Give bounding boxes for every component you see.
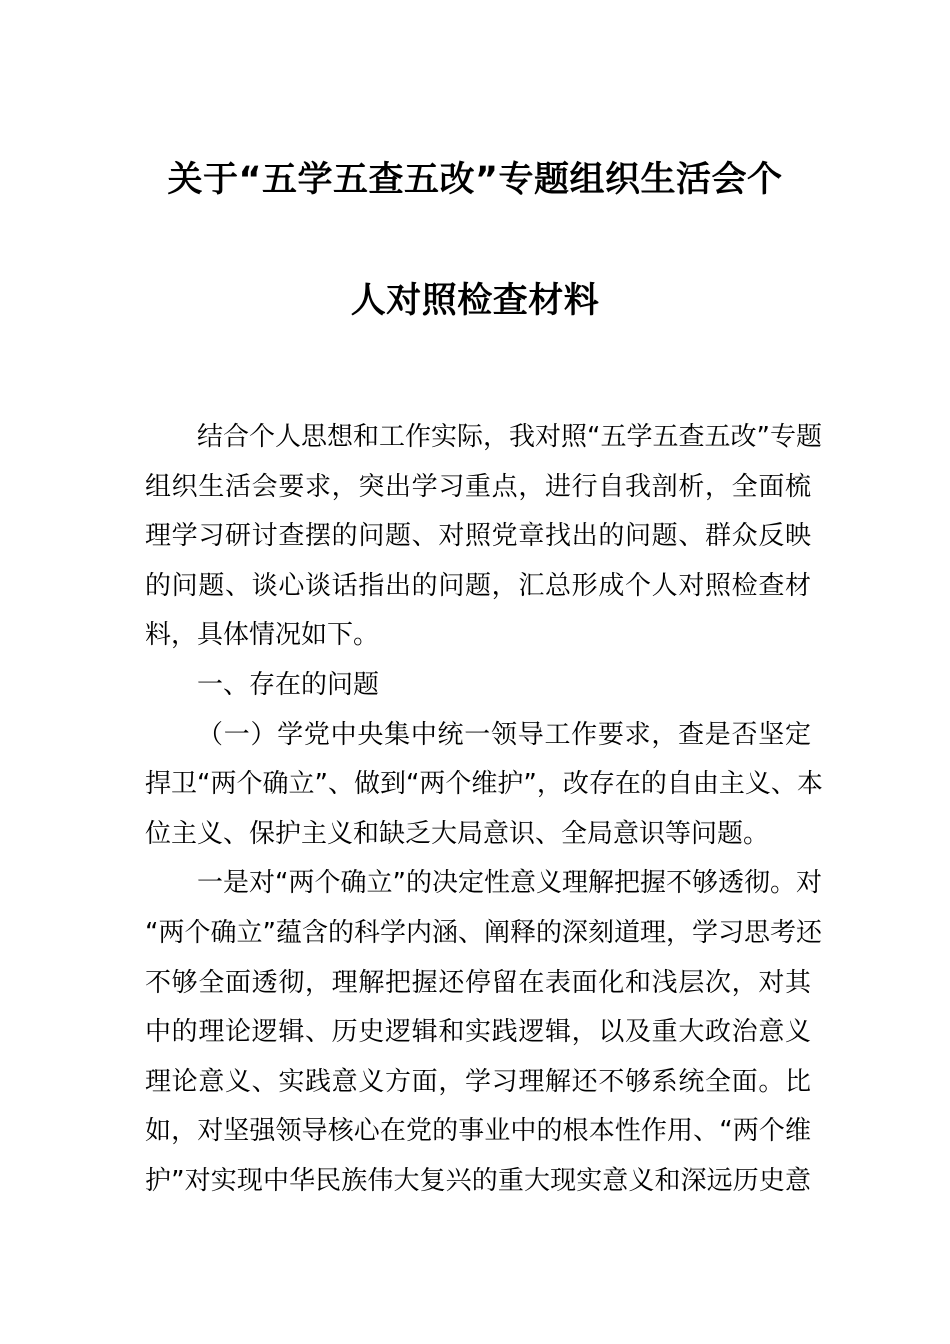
body-line: （一）学党中央集中统一领导工作要求，查是否坚定	[197, 719, 811, 750]
body-line: 组织生活会要求，突出学习重点，进行自我剖析，全面梳	[145, 471, 811, 502]
body-line: 理论意义、实践意义方面，学习理解还不够系统全面。比	[145, 1066, 811, 1097]
document-title-line-2: 人对照检查材料	[350, 281, 600, 321]
body-line: 捍卫“两个确立”、做到“两个维护”，改存在的自由主义、本	[145, 769, 823, 800]
body-line: 位主义、保护主义和缺乏大局意识、全局意识等问题。	[145, 818, 770, 849]
document-title-line-1: 关于“五学五查五改”专题组织生活会个	[167, 160, 783, 200]
body-line: 料，具体情况如下。	[145, 620, 380, 651]
body-line: “两个确立”蕴含的科学内涵、阐释的深刻道理，学习思考还	[145, 917, 822, 948]
body-line: 一是对“两个确立”的决定性意义理解把握不够透彻。对	[197, 868, 822, 899]
body-line: 护”对实现中华民族伟大复兴的重大现实意义和深远历史意	[145, 1165, 811, 1196]
body-line: 如，对坚强领导核心在党的事业中的根本性作用、“两个维	[145, 1116, 811, 1147]
body-line: 中的理论逻辑、历史逻辑和实践逻辑，以及重大政治意义	[145, 1017, 811, 1048]
body-line: 的问题、谈心谈话指出的问题，汇总形成个人对照检查材	[145, 570, 811, 601]
body-line: 不够全面透彻，理解把握还停留在表面化和浅层次，对其	[145, 967, 811, 998]
body-line: 一、存在的问题	[197, 669, 380, 700]
body-line: 结合个人思想和工作实际，我对照“五学五查五改”专题	[197, 422, 822, 452]
body-line: 理学习研讨查摆的问题、对照党章找出的问题、群众反映	[145, 521, 811, 552]
document-body	[145, 413, 823, 1207]
